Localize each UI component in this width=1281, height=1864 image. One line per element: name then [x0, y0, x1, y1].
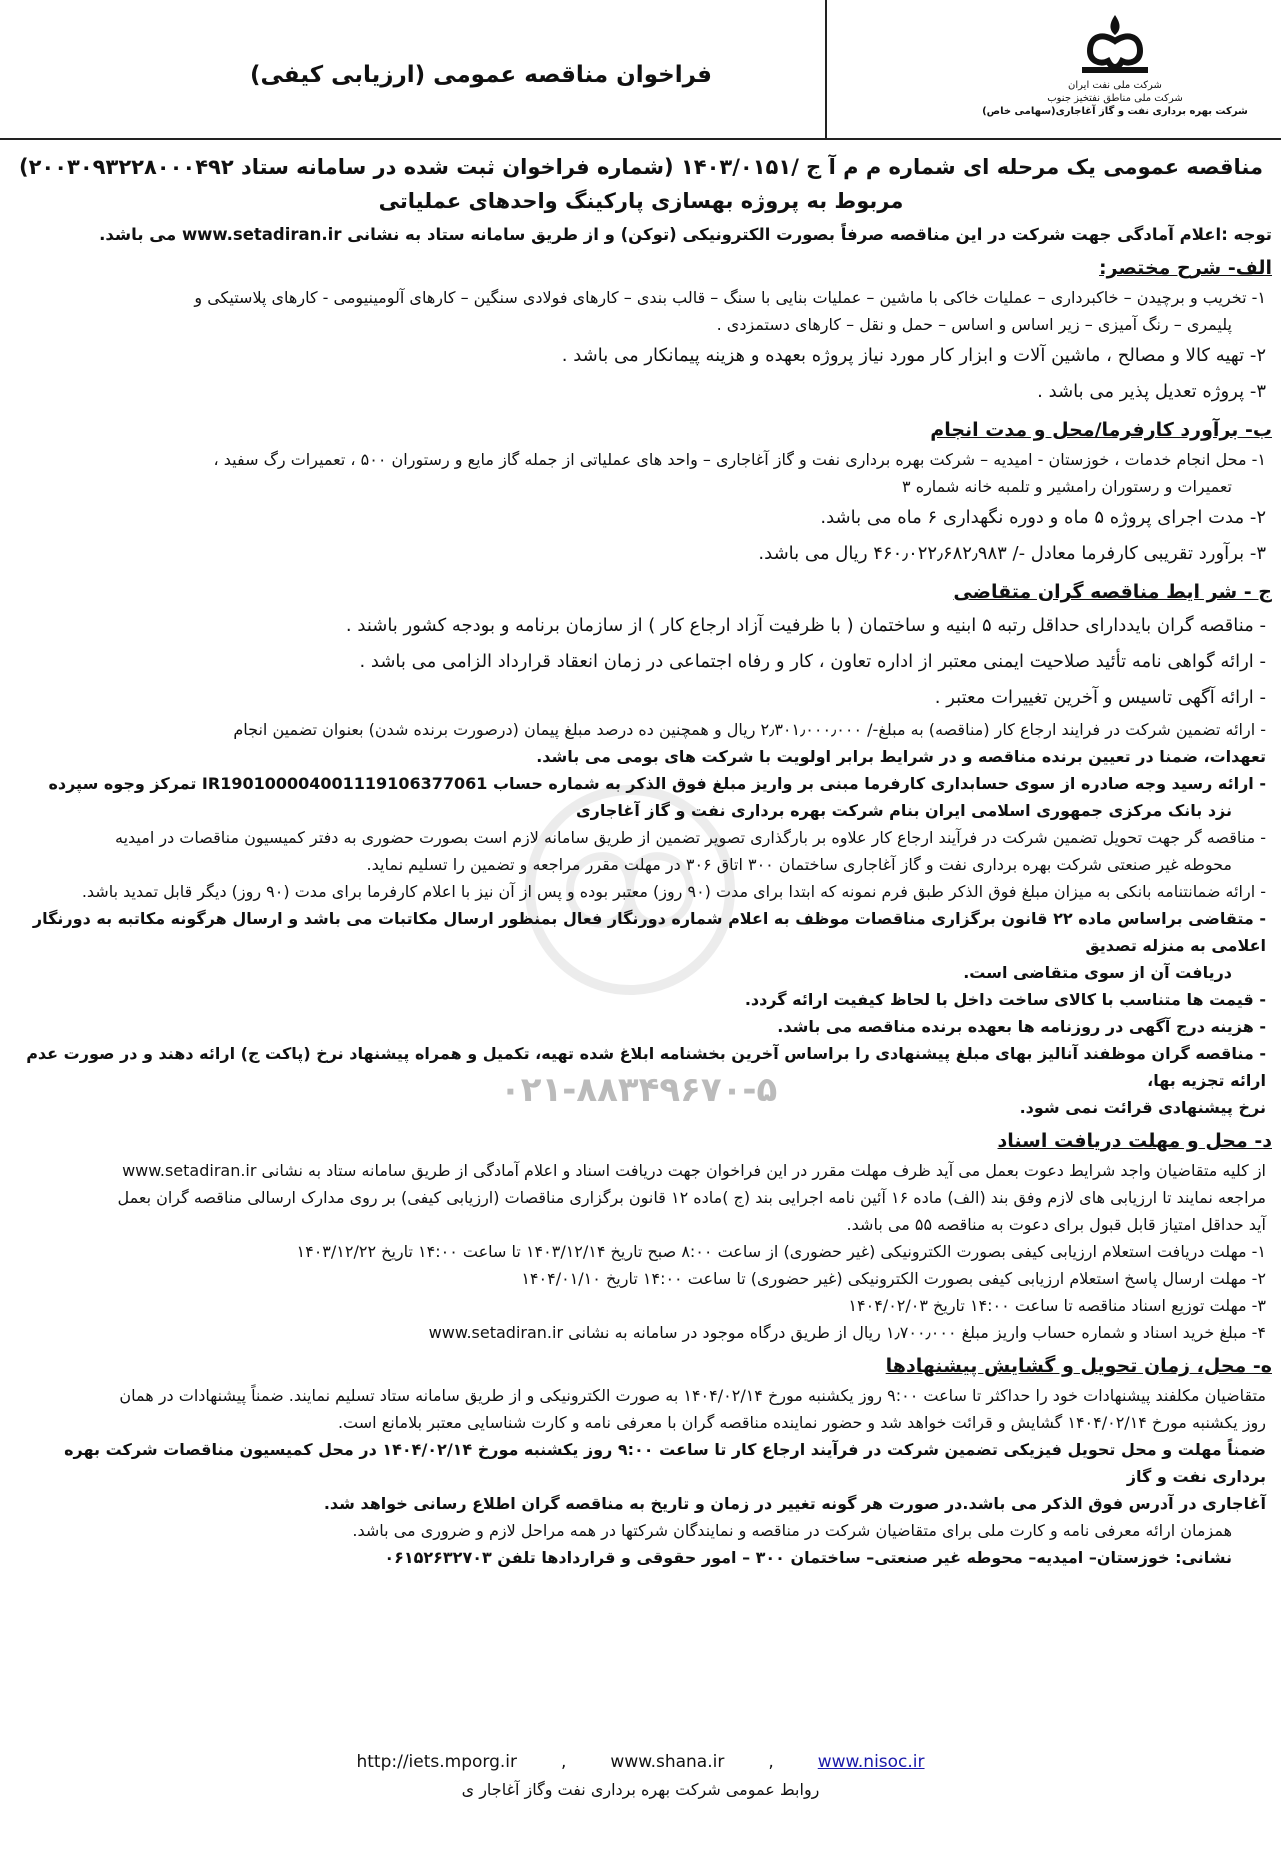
section-d-item: ۴- مبلغ خرید اسناد و شماره حساب واریز مبلغ ۱٫۷۰۰٫۰۰۰ ریال از طریق درگاه موجود در سامانه به نشانی www.setadiran.ir: [428, 1323, 1266, 1342]
section-d-intro: مراجعه نمایند تا ارزیابی های لازم وفق بند (الف) ماده ۱۶ آئین نامه اجرایی بند (ج )ماده ۱۲ قانون برگزاری مناقصات (ارزیابی کیفی) بر روی مدارک ارسالی مناقصه گران بعمل: [117, 1188, 1266, 1207]
section-b-item: ۲- مدت اجرای پروژه ۵ ماه و دوره نگهداری ۶ ماه می باشد.: [820, 507, 1266, 528]
section-c-item: - ارائه گواهی نامه تأئید صلاحیت ایمنی معتبر از اداره تعاون ، کار و رفاه اجتماعی در زمان انعقاد قرارداد الزامی می باشد .: [359, 651, 1266, 672]
section-e-item: ضمناً مهلت و محل تحویل فیزیکی تضمین شرکت در فرآیند ارجاع کار تا ساعت ۹:۰۰ روز یکشنبه مورخ ۱۴۰۴/۰۲/۱۴ در محل کمیسیون مناقصات شرکت بهره برداری نفت و گاز: [64, 1440, 1266, 1486]
section-c-item: - مناقصه گران بایددارای حداقل رتبه ۵ ابنیه و ساختمان ( با ظرفیت آزاد ارجاع کار ) از سازمان برنامه و بودجه کشور باشند .: [345, 615, 1266, 636]
section-c-item: - قیمت ها متناسب با کالای ساخت داخل با لحاظ کیفیت ارائه گردد.: [744, 990, 1266, 1009]
section-c-item: - ارائه ضمانتنامه بانکی به میزان مبلغ فوق الذکر طبق فرم نمونه که ابتدا برای مدت (۹۰ روز) معتبر بوده و پس از آن نیز با اعلام کارفرما برای مدت (۹۰ روز) دیگر قابل تمدید باشد.: [81, 882, 1266, 901]
document-body: [10, 150, 1272, 1571]
footer-sep: ,: [561, 1752, 567, 1772]
section-a-title: الف- شرح مختصر:: [1099, 257, 1272, 279]
footer-links: [0, 1752, 1281, 1772]
section-a-item: پلیمری – رنگ آمیزی – زیر اساس و اساس – حمل و نقل – کارهای دستمزدی .: [716, 315, 1232, 334]
notice-line: توجه :اعلام آمادگی جهت شرکت در این مناقصه صرفاً بصورت الکترونیکی (توکن) و از طریق سامانه ستاد به نشانی www.setadiran.ir می باشد.: [99, 225, 1272, 244]
tender-title: مناقصه عمومی یک مرحله ای شماره م م آ ج /۱۴۰۳/۰۱۵۱ (شماره فراخوان ثبت شده در سامانه ستاد ۲۰۰۳۰۹۳۲۲۸۰۰۰۴۹۲): [18, 155, 1264, 179]
section-c-item: محوطه غیر صنعتی شرکت بهره برداری نفت و گاز آغاجاری ساختمان ۳۰۰ اتاق ۳۰۶ در مهلت مقرر مراجعه و تضمین را تسلیم نماید.: [366, 855, 1232, 874]
section-a-item: ۲- تهیه کالا و مصالح ، ماشین آلات و ابزار کار مورد نیاز پروژه بعهده و هزینه پیمانکار می باشد .: [561, 345, 1266, 366]
section-e-item: متقاضیان مکلفند پیشنهادات خود را حداکثر تا ساعت ۹:۰۰ روز یکشنبه مورخ ۱۴۰۴/۰۲/۱۴ به صورت الکترونیکی و از طریق سامانه ستاد تسلیم نمایند. ضمناً پیشنهادات در همان: [119, 1386, 1266, 1405]
header: [0, 0, 1281, 140]
section-e-item: همزمان ارائه معرفی نامه و کارت ملی برای متقاضیان شرکت در مناقصه و نمایندگان شرکتها در همه مراحل لازم و ضروری می باشد.: [352, 1521, 1232, 1540]
section-c-title: ج - شر ایط مناقصه گران متقاضی: [953, 581, 1272, 603]
section-c-item: - مناقصه گر جهت تحویل تضمین شرکت در فرآیند ارجاع کار علاوه بر بارگذاری تصویر تضمین از طریق سامانه لازم است بصورت حضوری به دفتر کمیسیون مناقصات در امیدیه: [114, 828, 1266, 847]
section-d-item: ۱- مهلت دریافت استعلام ارزیابی کیفی بصورت الکترونیکی (غیر حضوری) از ساعت ۸:۰۰ صبح تاریخ ۱۴۰۳/۱۲/۱۴ تا ساعت ۱۴:۰۰ تاریخ ۱۴۰۳/۱۲/۲۲: [296, 1242, 1266, 1261]
section-d-intro: آید حداقل امتیاز قابل قبول برای دعوت به مناقصه ۵۵ می باشد.: [846, 1215, 1266, 1234]
section-e-item: آغاجاری در آدرس فوق الذکر می باشد.در صورت هر گونه تغییر در زمان و تاریخ به مناقصه گران اطلاع رسانی خواهد شد.: [323, 1494, 1266, 1513]
section-c-item: - متقاضی براساس ماده ۲۲ قانون برگزاری مناقصات موظف به اعلام شماره دورنگار فعال بمنظور ارسال مکاتبات می باشد و ارسال هرگونه مکاتبه به دورنگار اعلامی به منزله تصدیق: [32, 909, 1266, 955]
logo-text-3: شرکت بهره برداری نفت و گاز آغاجاری(سهامی خاص): [982, 106, 1248, 117]
section-c-item: تعهدات، ضمنا در تعیین برنده مناقصه و در شرایط برابر اولویت با شرکت های بومی می باشد.: [536, 747, 1266, 766]
section-c-item: - ارائه تضمین شرکت در فرایند ارجاع کار (مناقصه) به مبلغ-/ ۲٫۳۰۱٫۰۰۰٫۰۰۰ ریال و همچنین ده درصد مبلغ پیمان (درصورت برنده شدن) بعنوان تضمین انجام: [233, 720, 1266, 739]
company-logo: [950, 5, 1280, 137]
logo-text-2: شرکت ملی مناطق نفتخیز جنوب: [1047, 93, 1183, 104]
address-line: نشانی: خوزستان– امیدیه– محوطه غیر صنعتی– ساختمان ۳۰۰ – امور حقوقی و قراردادها تلفن ۰۶۱۵۲۶۳۲۷۰۳: [384, 1548, 1232, 1567]
section-c-item: - مناقصه گران موظفند آنالیز بهای مبلغ پیشنهادی را براساس آخرین بخشنامه ابلاغ شده تهیه، تکمیل و همراه پیشنهاد نرخ (پاکت ج) ارائه دهند و در صورت عدم ارائه تجزیه بها،: [26, 1044, 1266, 1090]
footer-link-shana[interactable]: www.shana.ir: [610, 1752, 725, 1772]
watermark-phone: ۰۲۱-۸۸۳۴۹۶۷۰-۵: [500, 1070, 778, 1110]
section-e-title: ه- محل، زمان تحویل و گشایش پیشنهادها: [885, 1355, 1272, 1377]
section-c-item: - هزینه درج آگهی در روزنامه ها بعهده برنده مناقصه می باشد.: [777, 1017, 1266, 1036]
tender-subtitle: مربوط به پروژه بهسازی پارکینگ واحدهای عملیاتی: [378, 189, 904, 213]
section-c-item: - ارائه آگهی تاسیس و آخرین تغییرات معتبر .: [934, 687, 1266, 708]
footer: [0, 1752, 1281, 1799]
footer-sep: ,: [768, 1752, 774, 1772]
section-b-item: تعمیرات و رستوران رامشیر و تلمبه خانه شماره ۳: [902, 477, 1232, 496]
section-b-item: ۳- برآورد تقریبی کارفرما معادل -/ ۴۶۰٫۰۲۲٫۶۸۲٫۹۸۳ ریال می باشد.: [758, 543, 1266, 564]
logo-text-1: شرکت ملی نفت ایران: [1068, 80, 1162, 91]
section-e-item: روز یکشنبه مورخ ۱۴۰۴/۰۲/۱۴ گشایش و قرائت خواهد شد و حضور نماینده مناقصه گران با معرفی نامه و کارت شناسایی معتبر بلامانع است.: [337, 1413, 1266, 1432]
section-c-item: دریافت آن از سوی متقاضی است.: [963, 963, 1232, 982]
header-divider: [825, 0, 827, 140]
page-title: فراخوان مناقصه عمومی (ارزیابی کیفی): [250, 62, 712, 88]
section-c-item: نزد بانک مرکزی جمهوری اسلامی ایران بنام شرکت بهره برداری نفت و گاز آغاجاری: [575, 801, 1232, 820]
section-a-item: ۳- پروژه تعدیل پذیر می باشد .: [1037, 381, 1266, 402]
section-b-title: ب- برآورد کارفرما/محل و مدت انجام: [930, 419, 1272, 441]
section-c-item: نرخ پیشنهادی قرائت نمی شود.: [1019, 1098, 1266, 1117]
footer-link-nisoc[interactable]: www.nisoc.ir: [817, 1752, 925, 1772]
section-d-item: ۲- مهلت ارسال پاسخ استعلام ارزیابی کیفی بصورت الکترونیکی (غیر حضوری) تا ساعت ۱۴:۰۰ تاریخ ۱۴۰۴/۰۱/۱۰: [521, 1269, 1266, 1288]
section-d-title: د- محل و مهلت دریافت اسناد: [997, 1130, 1272, 1152]
section-b-item: ۱- محل انجام خدمات ، خوزستان - امیدیه – شرکت بهره برداری نفت و گاز آغاجاری – واحد های عملیاتی از جمله گاز مایع و رستوران ۵۰۰ ، تعمیرات رگ سفید ،: [213, 450, 1266, 469]
footer-link-iets[interactable]: http://iets.mporg.ir: [356, 1752, 518, 1772]
section-a-item: ۱- تخریب و برچیدن – خاکبرداری – عملیات خاکی با ماشین – عملیات بنایی با سنگ – قالب بندی – کارهای فولادی سنگین – کارهای آلومینیومی - کارهای پلاستیکی و: [194, 288, 1266, 307]
nioc-emblem-icon: [1060, 11, 1170, 79]
section-c-item: - ارائه رسید وجه صادره از سوی حسابداری کارفرما مبنی بر واریز مبلغ فوق الذکر به شماره حساب IR190100004001119106377061 تمرکز وجوه سپرده: [48, 774, 1266, 793]
footer-public-relations: روابط عمومی شرکت بهره برداری نفت وگاز آغاجار ی: [461, 1780, 820, 1799]
section-d-intro: از کلیه متقاضیان واجد شرایط دعوت بعمل می آید ظرف مهلت مقرر در این فراخوان جهت دریافت اسناد و اعلام آمادگی از طریق سامانه ستاد به نشانی www.setadiran.ir: [122, 1161, 1266, 1180]
section-d-item: ۳- مهلت توزیع اسناد مناقصه تا ساعت ۱۴:۰۰ تاریخ ۱۴۰۴/۰۲/۰۳: [848, 1296, 1266, 1315]
